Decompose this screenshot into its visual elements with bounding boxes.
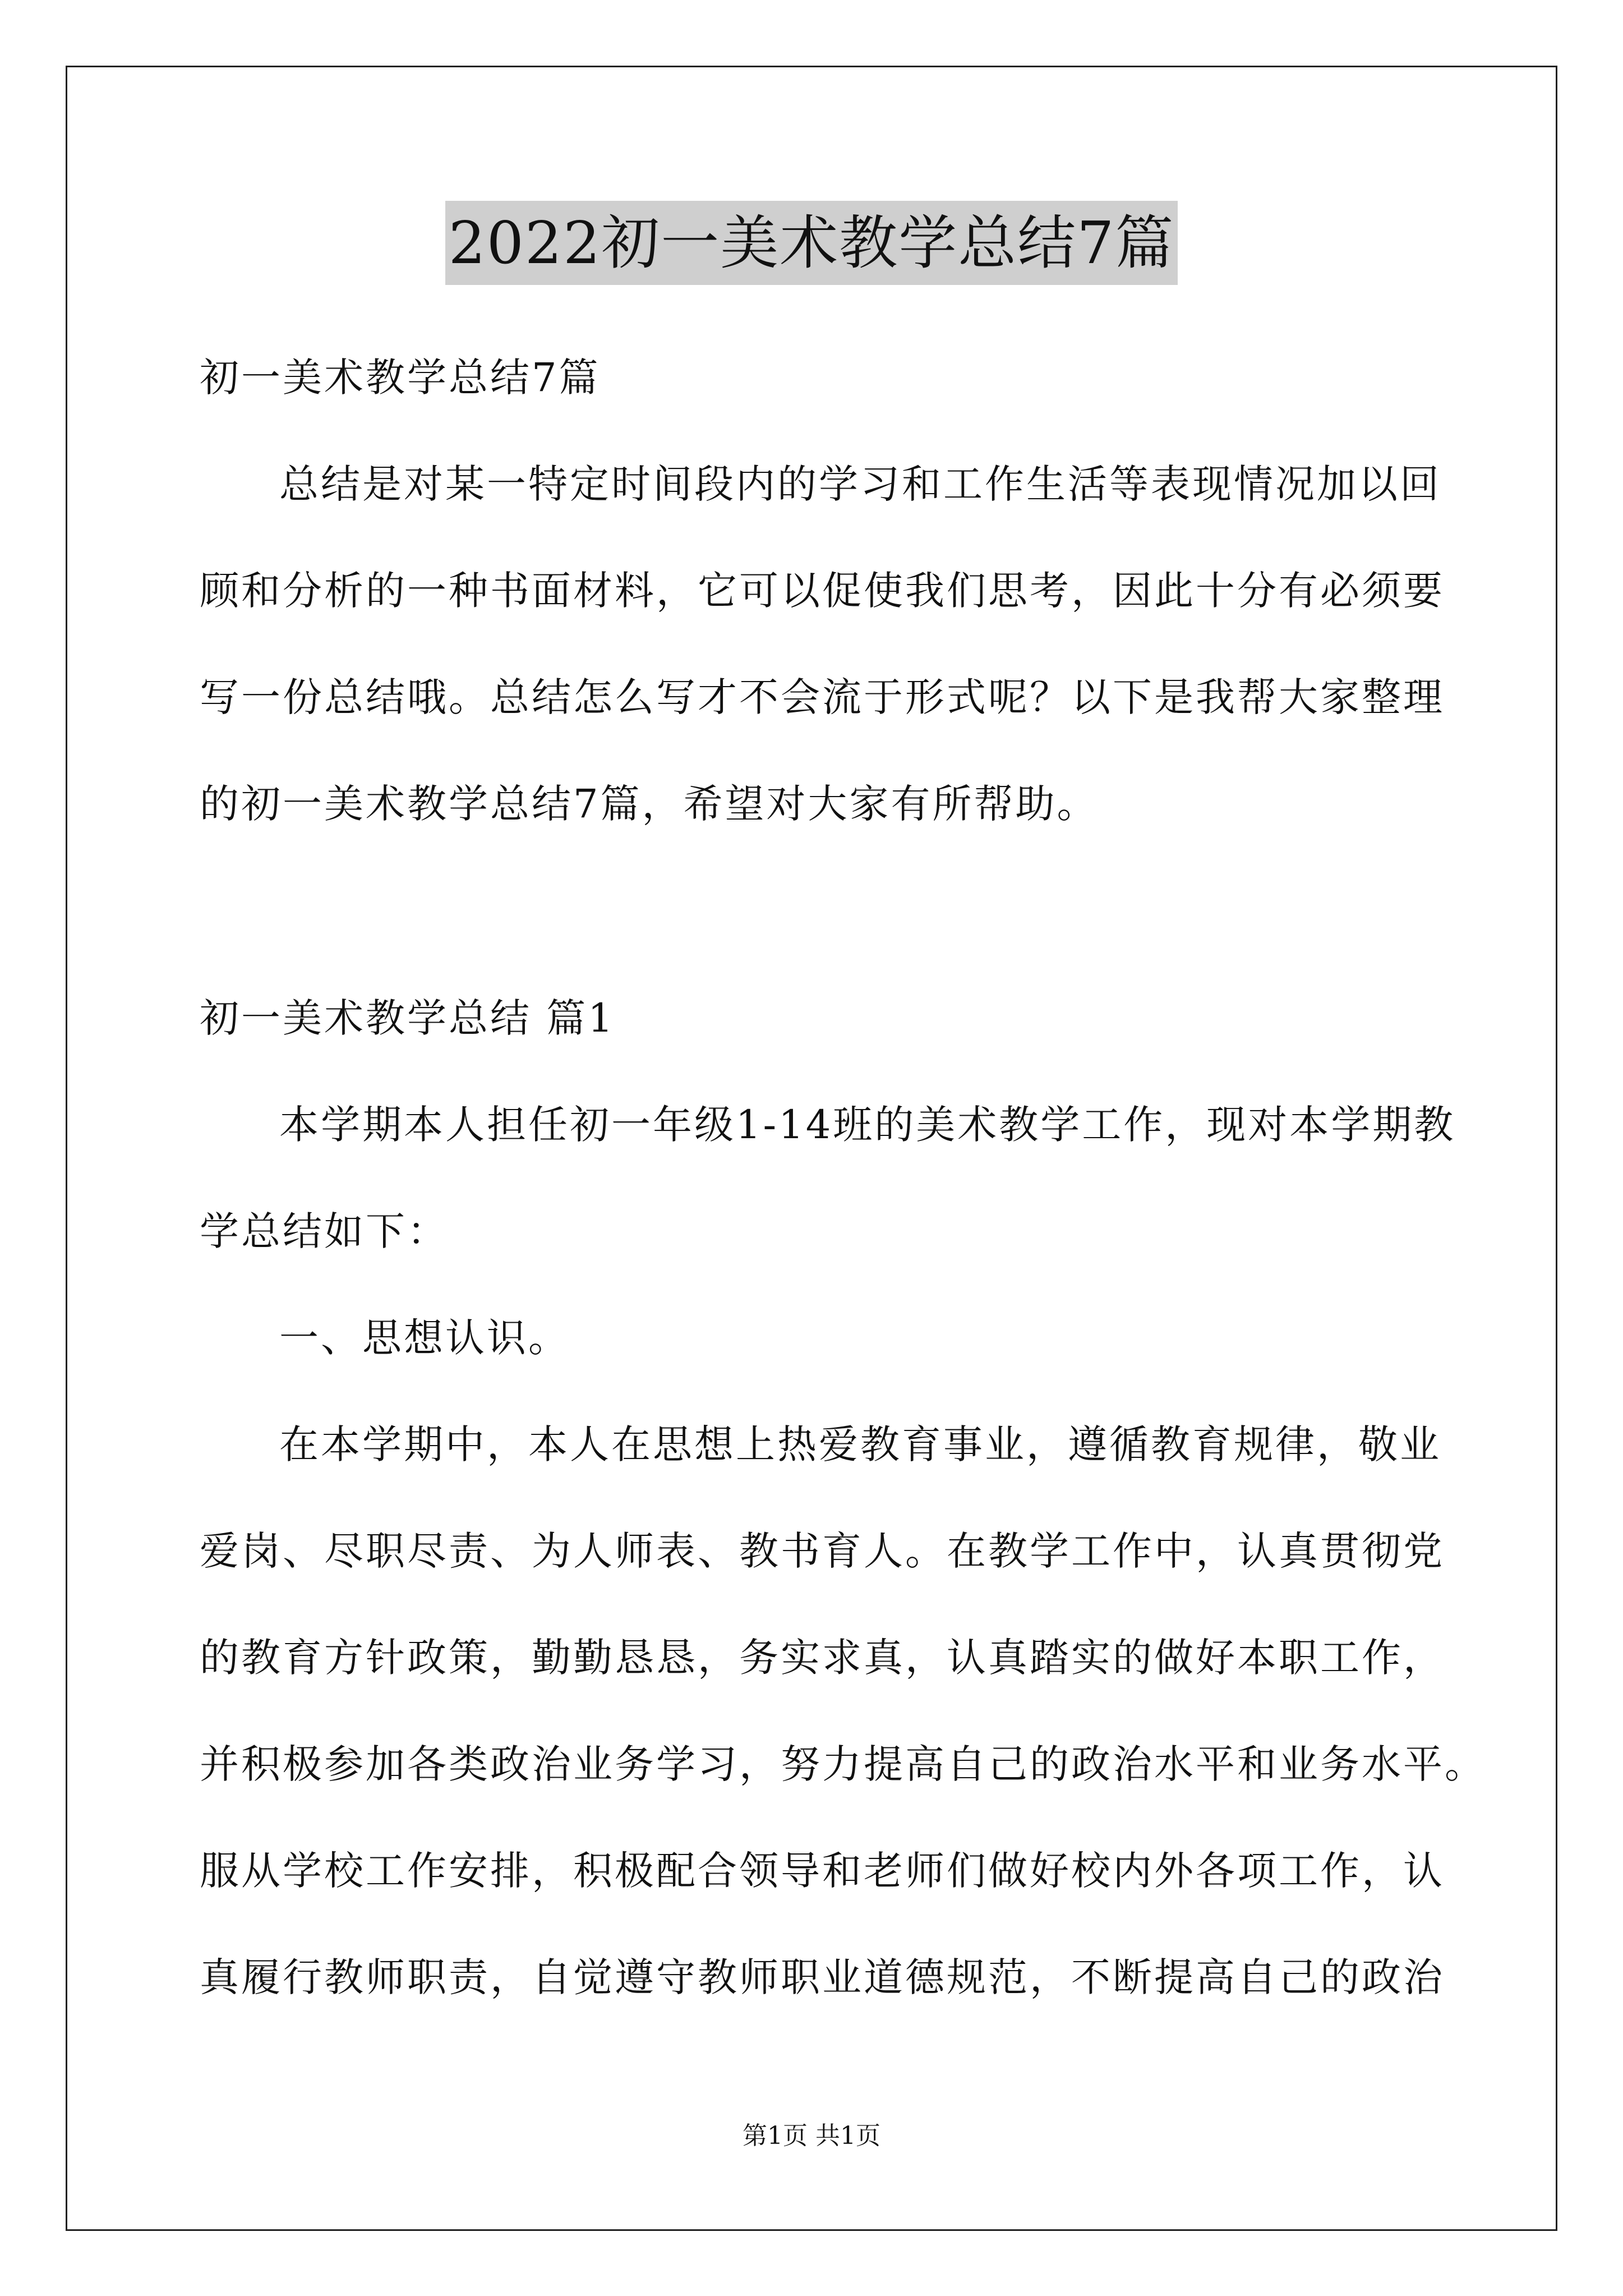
section1-para2-line-4: 并积极参加各类政治业务学习，努力提高自己的政治水平和业务水平。 xyxy=(200,1741,1486,1787)
intro-line-3: 写一份总结哦。总结怎么写才不会流于形式呢？以下是我帮大家整理 xyxy=(200,674,1445,720)
intro-line-1: 总结是对某一特定时间段内的学习和工作生活等表现情况加以回 xyxy=(279,461,1441,507)
title-wrap xyxy=(0,201,1623,285)
section1-para2-line-2: 爱岗、尽职尽责、为人师表、教书育人。在教学工作中，认真贯彻党 xyxy=(200,1528,1445,1574)
section1-para1-line-2: 学总结如下： xyxy=(200,1208,449,1254)
intro-line-4: 的初一美术教学总结7篇，希望对大家有所帮助。 xyxy=(200,781,1099,827)
document-title: 2022初一美术教学总结7篇 xyxy=(445,201,1178,285)
section1-para2-line-1: 在本学期中，本人在思想上热爱教育事业，遵循教育规律，敬业 xyxy=(279,1421,1441,1467)
page-footer: 第1页 共1页 xyxy=(743,2122,880,2150)
section1-para1-line-1: 本学期本人担任初一年级1-14班的美术教学工作，现对本学期教 xyxy=(279,1102,1456,1148)
section1-para2-line-3: 的教育方针政策，勤勤恳恳，务实求真，认真踏实的做好本职工作， xyxy=(200,1635,1445,1681)
intro-line-2: 顾和分析的一种书面材料，它可以促使我们思考，因此十分有必须要 xyxy=(200,568,1445,614)
document-subtitle: 初一美术教学总结7篇 xyxy=(200,355,601,401)
section1-para2-line-5: 服从学校工作安排，积极配合领导和老师们做好校内外各项工作，认 xyxy=(200,1848,1445,1894)
section1-heading: 初一美术教学总结 篇1 xyxy=(200,995,615,1041)
section1-point1: 一、思想认识。 xyxy=(279,1315,570,1361)
section1-para2-line-6: 真履行教师职责，自觉遵守教师职业道德规范，不断提高自己的政治 xyxy=(200,1954,1445,2000)
